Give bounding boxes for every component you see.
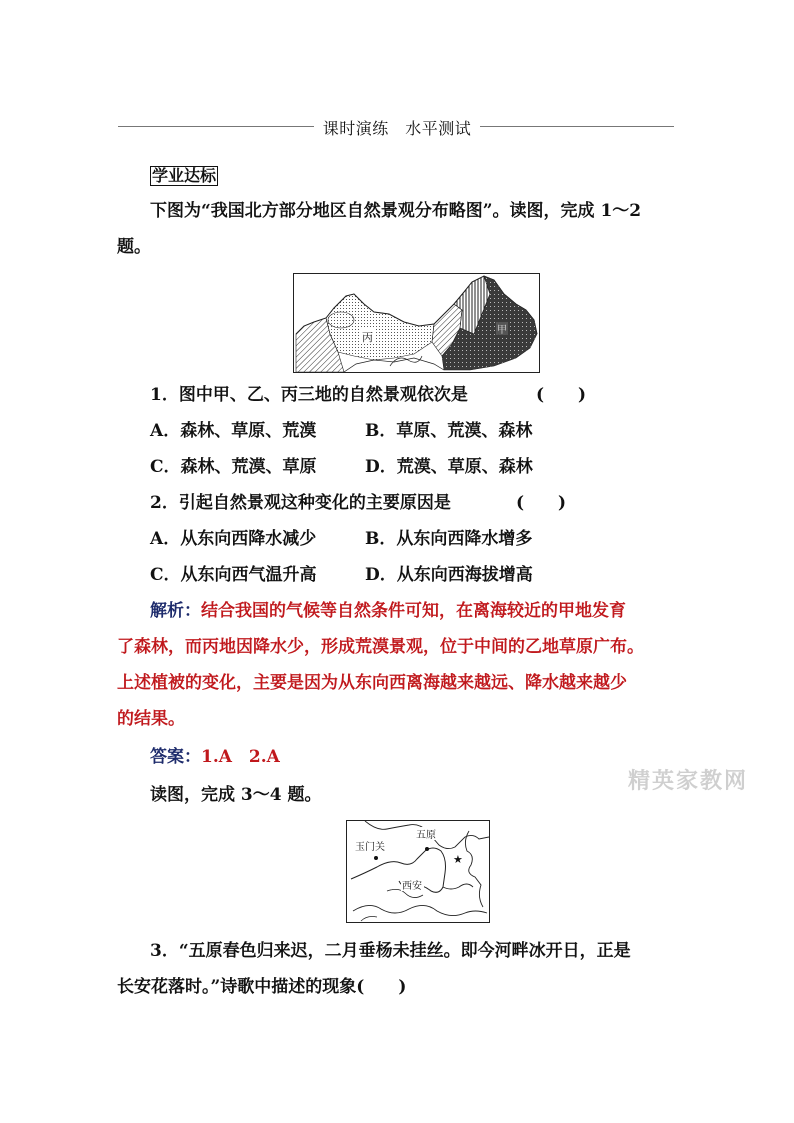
answer-label: 答案： [150, 747, 201, 767]
q2-option-c: C．从东向西气温升高 [150, 565, 317, 585]
q2-stem: 2．引起自然景观这种变化的主要原因是 [150, 493, 451, 513]
north-china-landscape-map [293, 273, 540, 373]
q2-option-b: B．从东向西降水增多 [365, 529, 533, 549]
q1-stem: 1．图中甲、乙、丙三地的自然景观依次是 [150, 385, 468, 405]
map-1-label-jia: 甲 [497, 325, 507, 336]
intro-1-line-1: 下图为“我国北方部分地区自然景观分布略图”。读图，完成 1～2 [150, 201, 642, 221]
yellow-river-map [346, 820, 490, 923]
analysis-line-2: 了森林，而丙地因降水少，形成荒漠景观，位于中间的乙地草原广布。 [117, 637, 644, 657]
analysis-label: 解析： [150, 601, 201, 621]
city-dot-yumenguan [374, 856, 378, 860]
analysis-line-1 [150, 600, 626, 622]
capital-star-icon: ★ [453, 853, 463, 866]
q1-option-d: D．荒漠、草原、森林 [365, 457, 533, 477]
q3-line-2: 长安花落时。”诗歌中描述的现象( ) [117, 977, 407, 997]
page-header [118, 116, 674, 138]
header-title: 课时演练 水平测试 [322, 119, 472, 138]
analysis-line-4: 的结果。 [117, 709, 185, 729]
q2-answer-paren: ( ) [516, 493, 567, 513]
q1-option-c: C．森林、荒漠、草原 [150, 457, 317, 477]
map-2-label-yumenguan: 玉门关 [355, 842, 385, 853]
q2-option-d: D．从东向西海拔增高 [365, 565, 533, 585]
map-1-label-bing: 丙 [362, 331, 373, 344]
q1-option-a: A．森林、草原、荒漠 [150, 421, 317, 441]
watermark: 精英家教网 [628, 768, 749, 794]
map-1-drawing [294, 274, 539, 372]
analysis-text-1: 结合我国的气候等自然条件可知，在离海较近的甲地发育 [201, 601, 626, 621]
answer-line [150, 746, 280, 768]
analysis-line-3: 上述植被的变化，主要是因为从东向西离海越来越远、降水越来越少 [117, 673, 627, 693]
header-rule-left [118, 126, 314, 127]
q1-answer-paren: ( ) [536, 385, 587, 405]
section-label: 学业达标 [152, 166, 217, 185]
q3-line-1: 3．“五原春色归来迟，二月垂杨未挂丝。即今河畔冰开日，正是 [150, 941, 631, 961]
intro-1-line-2: 题。 [117, 237, 151, 257]
q2-option-a: A．从东向西降水减少 [150, 529, 317, 549]
header-rule-right [480, 126, 674, 127]
intro-2: 读图，完成 3～4 题。 [150, 785, 322, 805]
map-2-drawing [347, 821, 489, 922]
city-dot-wuyuan [425, 847, 429, 851]
map-2-label-xian: 西安 [402, 881, 422, 892]
answer-value: 1.A 2.A [201, 747, 280, 767]
q1-option-b: B．草原、荒漠、森林 [365, 421, 533, 441]
map-2-label-wuyuan: 五原 [416, 830, 436, 841]
